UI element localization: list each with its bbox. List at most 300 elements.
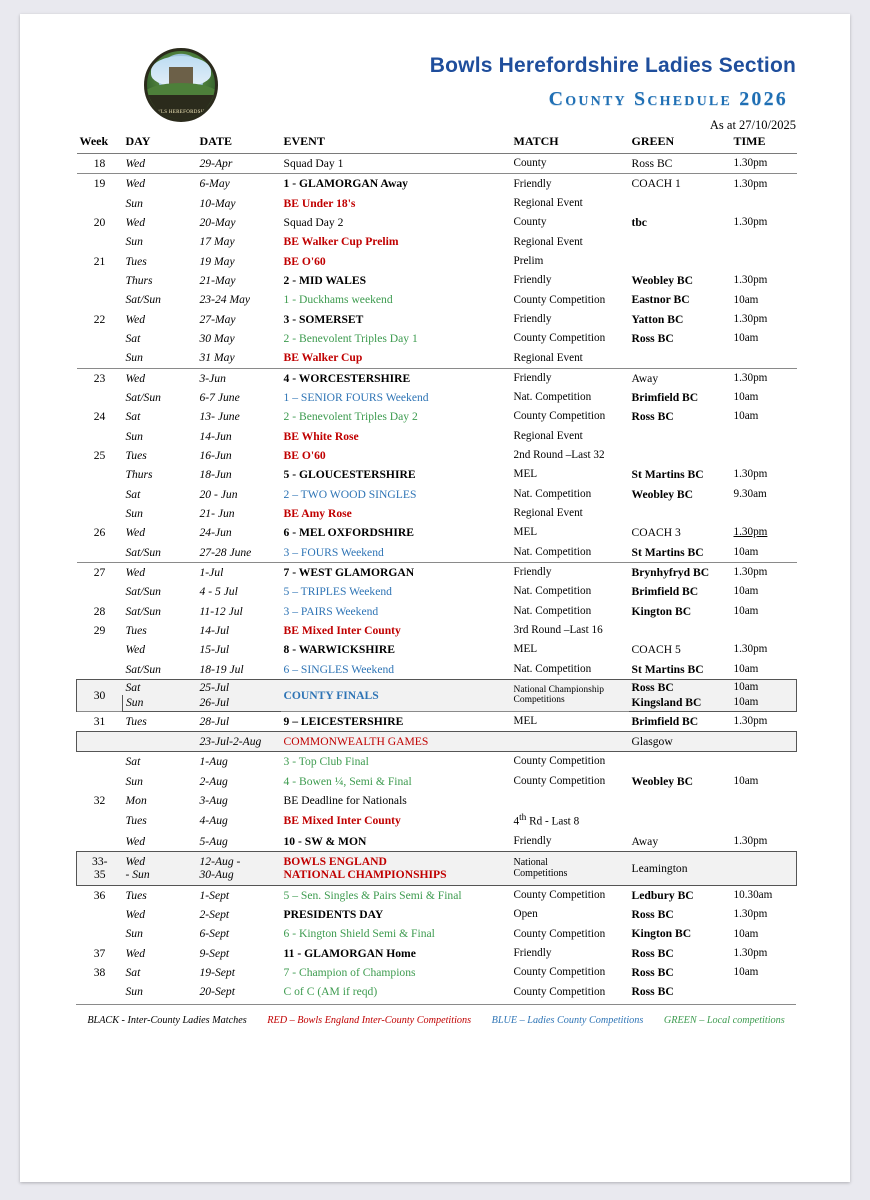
cell-green: Leamington bbox=[629, 852, 731, 886]
cell-event: 2 - Benevolent Triples Day 2 bbox=[283, 410, 418, 424]
col-date: DATE bbox=[197, 132, 281, 154]
cell-date: 29-Apr bbox=[197, 154, 281, 174]
cell-match: County Competition bbox=[513, 966, 606, 979]
cell-time bbox=[731, 446, 797, 465]
cell-date: 28-Jul bbox=[197, 711, 281, 731]
cell-event: 6 - MEL OXFORDSHIRE bbox=[283, 526, 414, 540]
table-row bbox=[77, 446, 797, 465]
cell-time: 9.30am bbox=[733, 487, 767, 500]
cell-event: BE Walker Cup bbox=[283, 351, 363, 365]
cell-date: 1-Sept bbox=[197, 885, 281, 905]
cell-day: Wed bbox=[125, 643, 146, 657]
cell-event: 7 - Champion of Champions bbox=[283, 966, 416, 980]
table-row bbox=[77, 329, 797, 348]
cell-match: Friendly bbox=[511, 562, 629, 582]
cell-green: St Martins BC bbox=[631, 545, 704, 559]
cell-green: COACH 5 bbox=[631, 643, 681, 657]
table-row bbox=[77, 427, 797, 446]
table-row bbox=[77, 174, 797, 194]
cell-time bbox=[731, 252, 797, 271]
cell-time: 1.30pm bbox=[733, 216, 768, 229]
cell-day: Sat bbox=[125, 331, 141, 345]
cell-week bbox=[77, 194, 123, 213]
cell-match: County bbox=[511, 154, 629, 174]
cell-match: MEL bbox=[513, 526, 538, 539]
cell-event: 5 – Sen. Singles & Pairs Semi & Final bbox=[281, 885, 511, 905]
table-row bbox=[77, 232, 797, 251]
table-row bbox=[77, 388, 797, 407]
table-row bbox=[77, 810, 797, 832]
cell-date: 27-28 June bbox=[199, 545, 252, 559]
cell-event: 1 - GLAMORGAN Away bbox=[281, 174, 511, 194]
cell-time: 1.30pm bbox=[733, 468, 768, 481]
cell-week: 24 bbox=[93, 410, 106, 424]
cell-day: Tues bbox=[123, 885, 197, 905]
cell-green bbox=[629, 504, 731, 523]
cell-time: 1.30pm bbox=[733, 908, 768, 921]
cell-time: 1.30pm bbox=[733, 312, 768, 325]
cell-week bbox=[77, 810, 123, 832]
cell-day: Sun bbox=[125, 927, 143, 941]
cell-green: Ross BC bbox=[631, 908, 674, 922]
cell-day: Tues bbox=[125, 254, 147, 268]
cell-week bbox=[77, 485, 123, 504]
table-row bbox=[77, 154, 797, 174]
cell-match: Regional Event bbox=[513, 235, 583, 248]
cell-date: 20 - Jun bbox=[199, 487, 238, 501]
cell-green bbox=[629, 427, 731, 446]
cell-green bbox=[629, 752, 731, 772]
cell-green bbox=[629, 810, 731, 832]
cell-day: Wed bbox=[123, 562, 197, 582]
table-row bbox=[77, 832, 797, 852]
cell-time: 10am bbox=[733, 410, 759, 423]
cell-time: 1.30pm bbox=[733, 946, 768, 959]
cell-day: Sat/Sun bbox=[125, 662, 161, 676]
cell-week: 20 bbox=[93, 215, 106, 229]
cell-time: 10am bbox=[733, 332, 759, 345]
cell-day: Wed bbox=[125, 908, 146, 922]
cell-time: 10am bbox=[733, 585, 759, 598]
cell-week: 31 bbox=[77, 711, 123, 731]
cell-week bbox=[77, 731, 123, 751]
cell-event: 3 - SOMERSET bbox=[283, 312, 364, 326]
cell-match: MEL bbox=[511, 711, 629, 731]
cell-date: 23-Jul-2-Aug bbox=[197, 731, 281, 751]
cell-day: Sat/Sun bbox=[125, 293, 161, 307]
table-row bbox=[77, 660, 797, 680]
cell-event: 2 – TWO WOOD SINGLES bbox=[283, 487, 417, 501]
cell-match: Nat. Competition bbox=[513, 391, 592, 404]
cell-match: National Championship Competitions bbox=[511, 679, 629, 711]
cell-date: 4 - 5 Jul bbox=[199, 585, 238, 599]
cell-date: 21- Jun bbox=[199, 506, 235, 520]
table-row bbox=[77, 791, 797, 810]
cell-day: Wed bbox=[123, 368, 197, 388]
cell-date: 1-Aug bbox=[199, 755, 228, 769]
cell-event: 9 – LEICESTERSHIRE bbox=[281, 711, 511, 731]
cell-date: 24-Jun bbox=[199, 526, 232, 540]
cell-date: 18-19 Jul bbox=[199, 662, 244, 676]
table-row bbox=[77, 982, 797, 1001]
document-header bbox=[76, 32, 796, 132]
cell-event: BE O'60 bbox=[283, 448, 326, 462]
cell-event: BE Amy Rose bbox=[283, 506, 352, 520]
cell-event: 1 – SENIOR FOURS Weekend bbox=[283, 390, 429, 404]
cell-time: 1.30pm bbox=[733, 526, 768, 539]
cell-day: Tues bbox=[125, 448, 147, 462]
cell-match: 3rd Round –Last 16 bbox=[513, 624, 603, 637]
cell-week: 26 bbox=[93, 526, 106, 540]
cell-day: Thurs bbox=[125, 468, 153, 482]
cell-time: 10.30am bbox=[731, 885, 797, 905]
cell-time: 1.30pm bbox=[731, 154, 797, 174]
table-row bbox=[77, 271, 797, 290]
cell-match bbox=[511, 731, 629, 751]
cell-week: 18 bbox=[77, 154, 123, 174]
cell-day: Sun bbox=[125, 506, 143, 520]
cell-time bbox=[731, 504, 797, 523]
cell-day: Sat bbox=[125, 755, 141, 769]
cell-green bbox=[629, 232, 731, 251]
cell-week: 38 bbox=[93, 966, 106, 980]
cell-date: 20-May bbox=[199, 215, 236, 229]
cell-day: Wed bbox=[125, 526, 146, 540]
cell-event: 6 – SINGLES Weekend bbox=[283, 662, 395, 676]
cell-day: Wed bbox=[123, 154, 197, 174]
cell-time: 10am bbox=[733, 293, 759, 306]
cell-green: Ross BC bbox=[631, 410, 674, 424]
cell-date: 9-Sept bbox=[199, 946, 230, 960]
table-row bbox=[77, 963, 797, 982]
cell-match: MEL bbox=[513, 468, 538, 481]
cell-match: Friendly bbox=[513, 312, 552, 325]
table-row bbox=[77, 752, 797, 772]
cell-event: 2 - MID WALES bbox=[283, 273, 367, 287]
cell-time: 1.30pm bbox=[733, 834, 768, 847]
cell-green: Brynhyfryd BC bbox=[629, 562, 731, 582]
cell-green: Kingsland BC bbox=[629, 695, 731, 711]
cell-day: Sat/Sun bbox=[125, 604, 161, 618]
cell-event: 5 - GLOUCESTERSHIRE bbox=[283, 468, 416, 482]
table-row bbox=[77, 290, 797, 309]
table-row bbox=[77, 310, 797, 329]
cell-date: 3-Aug bbox=[199, 793, 228, 807]
cell-time bbox=[731, 791, 797, 810]
cell-event: 4 - Bowen ¼, Semi & Final bbox=[283, 774, 412, 788]
cell-event: BE Deadline for Nationals bbox=[283, 793, 407, 807]
legend bbox=[76, 1015, 796, 1026]
col-day: DAY bbox=[123, 132, 197, 154]
cell-date: 17 May bbox=[199, 235, 235, 249]
cell-green: Weobley BC bbox=[631, 273, 694, 287]
cell-green: Ross BC bbox=[631, 966, 674, 980]
cell-week: 28 bbox=[93, 604, 106, 618]
cell-event: 2 - Benevolent Triples Day 1 bbox=[283, 331, 418, 345]
cell-green bbox=[629, 791, 731, 810]
cell-date: 25-Jul bbox=[197, 679, 281, 695]
cell-day: Tues bbox=[125, 623, 147, 637]
cell-date: 16-Jun bbox=[199, 448, 232, 462]
logo-text: BOWLS HEREFORDSHIRE bbox=[148, 110, 214, 115]
cell-match: MEL bbox=[513, 643, 538, 656]
cell-match: Regional Event bbox=[513, 196, 583, 209]
cell-week bbox=[77, 832, 123, 852]
cell-date: 3-Jun bbox=[197, 368, 281, 388]
cell-week bbox=[77, 504, 123, 523]
cell-match: Nat. Competition bbox=[513, 662, 592, 675]
cell-date: 1-Jul bbox=[197, 562, 281, 582]
cell-green: Kington BC bbox=[631, 927, 692, 941]
cell-event: 3 – FOURS Weekend bbox=[283, 545, 384, 559]
cell-green: Ross BC bbox=[631, 946, 674, 960]
cell-day bbox=[123, 731, 197, 751]
table-row bbox=[77, 465, 797, 484]
table-row bbox=[77, 905, 797, 924]
cell-green: Weobley BC bbox=[631, 487, 694, 501]
cell-time bbox=[731, 731, 797, 751]
cell-green: Ledbury BC bbox=[629, 885, 731, 905]
cell-time: 10am bbox=[733, 774, 759, 787]
cell-time: 10am bbox=[733, 927, 759, 940]
cell-date: 13- June bbox=[199, 410, 240, 424]
cell-date: 18-Jun bbox=[199, 468, 232, 482]
cell-event: 5 – TRIPLES Weekend bbox=[283, 585, 392, 599]
cell-event: 1 - Duckhams weekend bbox=[283, 293, 393, 307]
table-row bbox=[77, 523, 797, 542]
cell-green: tbc bbox=[631, 215, 647, 229]
cell-date: 19 May bbox=[199, 254, 235, 268]
legend-red: RED – Bowls England Inter-County Competitions bbox=[267, 1014, 472, 1026]
col-week: Week bbox=[77, 132, 123, 154]
cell-date: 10-May bbox=[199, 196, 236, 210]
cell-day: Sat bbox=[125, 487, 141, 501]
cell-time: 10am bbox=[733, 604, 759, 617]
cell-week: 33- 35 bbox=[77, 852, 123, 886]
cell-time bbox=[731, 348, 797, 368]
cell-event: PRESIDENTS DAY bbox=[283, 908, 384, 922]
cell-match: County Competition bbox=[511, 885, 629, 905]
cell-time: 1.30pm bbox=[731, 711, 797, 731]
table-row bbox=[77, 194, 797, 213]
cell-day: Sat bbox=[125, 966, 141, 980]
commonwealth-games-row bbox=[77, 731, 797, 751]
cell-date: 4-Aug bbox=[199, 814, 228, 828]
cell-week: 36 bbox=[77, 885, 123, 905]
cell-time: 10am bbox=[733, 545, 759, 558]
document-content bbox=[76, 32, 796, 1026]
cell-time: 1.30pm bbox=[731, 174, 797, 194]
cell-green: Ross BC bbox=[631, 985, 674, 999]
cell-event: 4 - WORCESTERSHIRE bbox=[281, 368, 511, 388]
cell-match: Friendly bbox=[513, 274, 552, 287]
cell-green: Brimfield BC bbox=[631, 390, 699, 404]
cell-day: Wed - Sun bbox=[123, 852, 197, 886]
cell-day: Sat/Sun bbox=[125, 390, 161, 404]
cell-week bbox=[77, 290, 123, 309]
cell-match: Nat. Competition bbox=[513, 487, 592, 500]
cell-green: Yatton BC bbox=[631, 312, 684, 326]
cell-event: BE White Rose bbox=[283, 429, 359, 443]
cell-time bbox=[731, 752, 797, 772]
document-sheet bbox=[20, 14, 850, 1182]
cell-time: 10am bbox=[731, 679, 797, 695]
cell-week bbox=[77, 388, 123, 407]
cell-event: COUNTY FINALS bbox=[281, 679, 511, 711]
cell-day: Sun bbox=[123, 695, 197, 711]
cell-time: 1.30pm bbox=[731, 368, 797, 388]
cell-green: St Martins BC bbox=[631, 662, 704, 676]
table-row bbox=[77, 772, 797, 791]
cell-match: County Competition bbox=[513, 293, 606, 306]
cell-match: Nat. Competition bbox=[513, 604, 592, 617]
cell-week: 22 bbox=[93, 312, 106, 326]
cell-match: Friendly bbox=[513, 946, 552, 959]
cell-match: County bbox=[513, 216, 547, 229]
cell-day: Thurs bbox=[125, 273, 153, 287]
cell-green: Brimfield BC bbox=[629, 711, 731, 731]
cell-day: Sun bbox=[125, 774, 143, 788]
cell-green: Weobley BC bbox=[631, 774, 694, 788]
table-row bbox=[77, 485, 797, 504]
cell-green bbox=[629, 194, 731, 213]
cell-match: County Competition bbox=[513, 332, 606, 345]
cell-date: 27-May bbox=[199, 312, 236, 326]
cell-match: County Competition bbox=[513, 755, 606, 768]
page-subtitle: County Schedule 2026 bbox=[548, 88, 788, 110]
cell-date: 12-Aug - 30-Aug bbox=[197, 852, 281, 886]
cell-week bbox=[77, 329, 123, 348]
cell-green bbox=[629, 252, 731, 271]
cell-match: County Competition bbox=[513, 985, 606, 998]
cell-green bbox=[629, 446, 731, 465]
cell-green bbox=[629, 621, 731, 640]
cell-date: 19-Sept bbox=[199, 966, 235, 980]
legend-blue: BLUE – Ladies County Competitions bbox=[491, 1014, 644, 1026]
cell-event: BE Walker Cup Prelim bbox=[283, 235, 399, 249]
cell-match: County Competition bbox=[513, 774, 606, 787]
cell-green: Ross BC bbox=[631, 331, 674, 345]
table-row bbox=[77, 407, 797, 426]
cell-event: 7 - WEST GLAMORGAN bbox=[281, 562, 511, 582]
cell-week: 23 bbox=[77, 368, 123, 388]
cell-date: 6-May bbox=[197, 174, 281, 194]
cell-time: 10am bbox=[731, 695, 797, 711]
cell-date: 21-May bbox=[199, 273, 236, 287]
legend-black: BLACK - Inter-County Ladies Matches bbox=[87, 1014, 247, 1026]
cell-time: 1.30pm bbox=[733, 274, 768, 287]
col-green: GREEN bbox=[629, 132, 731, 154]
cell-week bbox=[77, 348, 123, 368]
schedule-table bbox=[76, 132, 797, 1002]
cell-time: 1.30pm bbox=[733, 643, 768, 656]
cell-day: Tues bbox=[125, 814, 147, 828]
cell-time: 10am bbox=[733, 391, 759, 404]
cell-date: 23-24 May bbox=[199, 293, 251, 307]
cell-date: 26-Jul bbox=[197, 695, 281, 711]
col-event: EVENT bbox=[281, 132, 511, 154]
cell-date: 6-Sept bbox=[199, 927, 230, 941]
club-logo bbox=[144, 48, 218, 122]
cell-match: Friendly bbox=[511, 174, 629, 194]
cell-green: Ross BC bbox=[629, 679, 731, 695]
cell-event: BE O'60 bbox=[283, 254, 326, 268]
cell-day: Mon bbox=[125, 793, 147, 807]
cell-event: BE Under 18's bbox=[283, 196, 356, 210]
cell-week bbox=[77, 427, 123, 446]
cell-time bbox=[731, 852, 797, 886]
cell-event: C of C (AM if reqd) bbox=[283, 985, 378, 999]
cell-event: BE Mixed Inter County bbox=[283, 623, 401, 637]
cell-green: Glasgow bbox=[629, 731, 731, 751]
county-finals-row-1 bbox=[77, 679, 797, 695]
cell-week bbox=[77, 582, 123, 601]
table-row bbox=[77, 543, 797, 563]
cell-match: National Competitions bbox=[511, 852, 629, 886]
cell-week: 29 bbox=[93, 623, 106, 637]
cell-event: BE Mixed Inter County bbox=[283, 814, 401, 828]
cell-date: 31 May bbox=[199, 351, 235, 365]
cell-green: Brimfield BC bbox=[631, 585, 699, 599]
cell-week: 32 bbox=[93, 793, 106, 807]
cell-event: 3 - Top Club Final bbox=[283, 755, 369, 769]
cell-time bbox=[731, 427, 797, 446]
cell-event: 10 - SW & MON bbox=[283, 834, 367, 848]
cell-time: 10am bbox=[733, 966, 759, 979]
table-row bbox=[77, 252, 797, 271]
cell-event: Squad Day 1 bbox=[281, 154, 511, 174]
table-row bbox=[77, 562, 797, 582]
cell-day: Sat bbox=[123, 679, 197, 695]
cell-match: County Competition bbox=[513, 927, 606, 940]
cell-time bbox=[731, 194, 797, 213]
cell-match: Nat. Competition bbox=[513, 585, 592, 598]
table-row bbox=[77, 885, 797, 905]
cell-day: Wed bbox=[125, 312, 146, 326]
cell-week bbox=[77, 905, 123, 924]
cell-date: 14-Jun bbox=[199, 429, 232, 443]
cell-day: Sat bbox=[125, 410, 141, 424]
cell-date: 2-Sept bbox=[199, 908, 230, 922]
col-time: TIME bbox=[731, 132, 797, 154]
table-row bbox=[77, 582, 797, 601]
table-row bbox=[77, 640, 797, 659]
table-row bbox=[77, 602, 797, 621]
cell-match: Nat. Competition bbox=[513, 545, 592, 558]
cell-time bbox=[731, 982, 797, 1001]
cell-event: COMMONWEALTH GAMES bbox=[281, 731, 511, 751]
cell-match: Open bbox=[513, 908, 538, 921]
cell-day: Sat/Sun bbox=[125, 585, 161, 599]
cell-date: 6-7 June bbox=[199, 390, 240, 404]
cell-day: Sun bbox=[125, 985, 143, 999]
table-row bbox=[77, 368, 797, 388]
cell-time: 1.30pm bbox=[731, 562, 797, 582]
cell-week: 21 bbox=[93, 254, 106, 268]
cell-green bbox=[629, 348, 731, 368]
cell-day: Wed bbox=[125, 215, 146, 229]
legend-green: GREEN – Local competitions bbox=[663, 1014, 785, 1026]
cell-match: Friendly bbox=[511, 368, 629, 388]
cell-day: Wed bbox=[123, 174, 197, 194]
cell-event: 6 - Kington Shield Semi & Final bbox=[283, 927, 435, 941]
cell-match bbox=[511, 791, 629, 810]
cell-green: Away bbox=[631, 834, 659, 848]
cell-week: 19 bbox=[77, 174, 123, 194]
cell-week bbox=[77, 465, 123, 484]
cell-day: Wed bbox=[125, 834, 146, 848]
cell-date: 20-Sept bbox=[199, 985, 235, 999]
